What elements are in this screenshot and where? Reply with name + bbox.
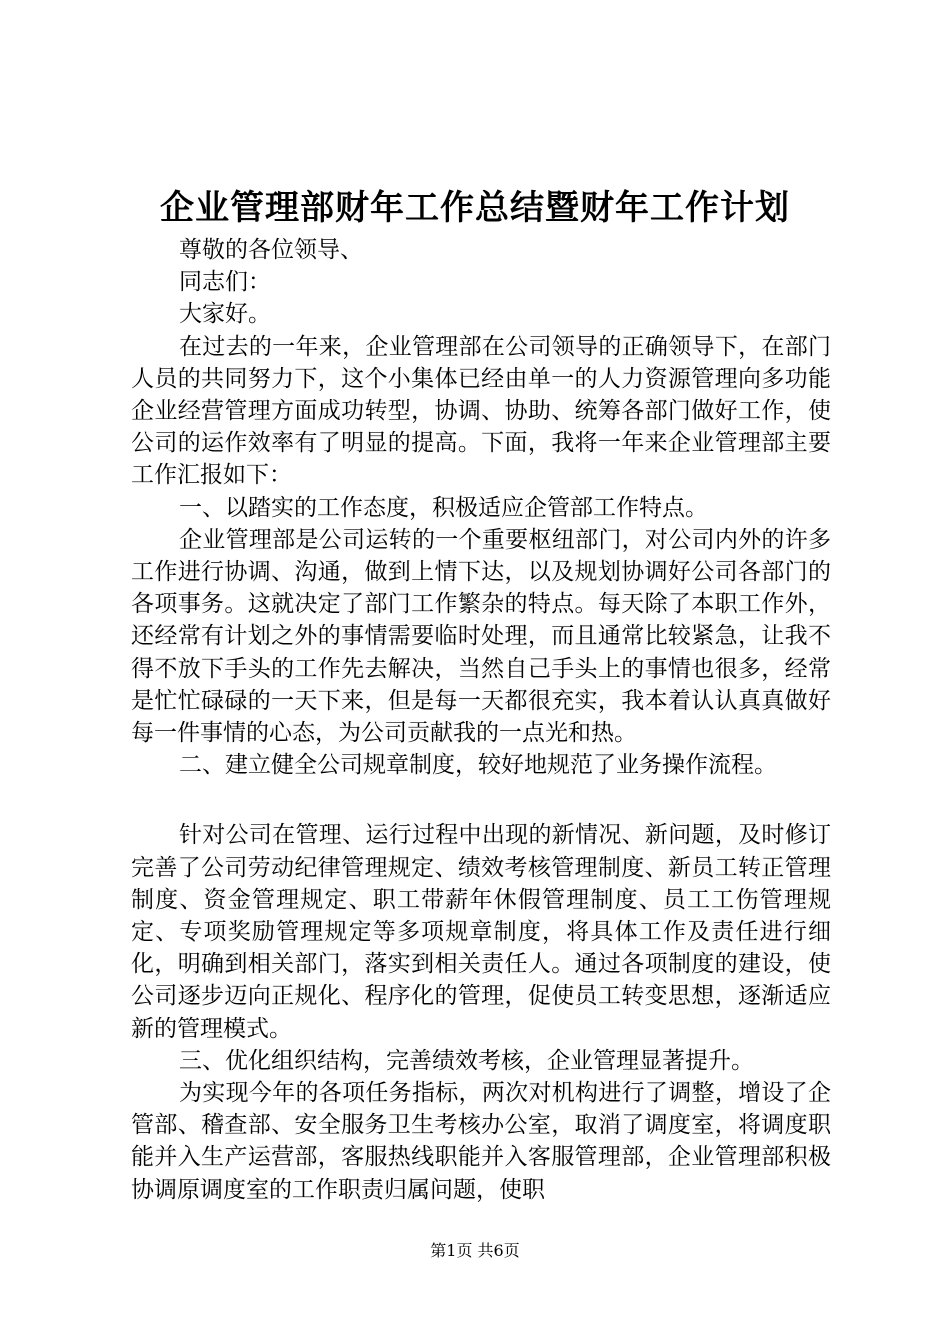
section-paragraph-1: 企业管理部是公司运转的一个重要枢纽部门，对公司内外的许多工作进行协调、沟通，做到上情下达，以及规划协调好公司各部门的各项事务。这就决定了部门工作繁杂的特点。每天除了本职工作外，还经常有计划之外的事情需要临时处理，而且通常比较紧急，让我不得不放下手头的工作先去解决，当然自己手头上的事情也很多，经常是忙忙碌碌的一天下来，但是每一天都很充实，我本着认认真真做好每一件事情的心态，为公司贡献我的一点光和热。: [131, 526, 831, 747]
salutation-line-1: 尊敬的各位领导、: [179, 237, 363, 263]
document-body: [131, 234, 831, 1206]
intro-paragraph: 在过去的一年来，企业管理部在公司领导的正确领导下，在部门人员的共同努力下，这个小集体已经由单一的人力资源管理向多功能企业经营管理方面成功转型，协调、协助、统筹各部门做好工作，使公司的运作效率有了明显的提高。下面，我将一年来企业管理部主要工作汇报如下：: [131, 333, 831, 489]
salutation-line-2: 同志们：: [179, 269, 271, 296]
section-paragraph-2: 针对公司在管理、运行过程中出现的新情况、新问题，及时修订完善了公司劳动纪律管理规定、绩效考核管理制度、新员工转正管理制度、资金管理规定、职工带薪年休假管理制度、员工工伤管理规定、专项奖励管理规定等多项规章制度，将具体工作及责任进行细化，明确到相关部门，落实到相关责任人。通过各项制度的建设，使公司逐步迈向正规化、程序化的管理，促使员工转变思想，逐渐适应新的管理模式。: [131, 822, 831, 1042]
section-heading-2: 二、建立健全公司规章制度，较好地规范了业务操作流程。: [179, 752, 777, 779]
document-title: 企业管理部财年工作总结暨财年工作计划: [160, 188, 790, 228]
page-footer: 第1页 共6页: [430, 1241, 520, 1260]
paragraph-gap: [131, 781, 831, 819]
section-heading-1: 一、以踏实的工作态度，积极适应企管部工作特点。: [179, 494, 708, 521]
section-heading-3: 三、优化组织结构，完善绩效考核，企业管理显著提升。: [179, 1047, 754, 1074]
section-paragraph-3: 为实现今年的各项任务指标，两次对机构进行了调整，增设了企管部、稽查部、安全服务卫生考核办公室，取消了调度室，将调度职能并入生产运营部，客服热线职能并入客服管理部，企业管理部积极协调原调度室的工作职责归属问题，使职: [131, 1080, 831, 1203]
greeting: 大家好。: [179, 301, 271, 328]
